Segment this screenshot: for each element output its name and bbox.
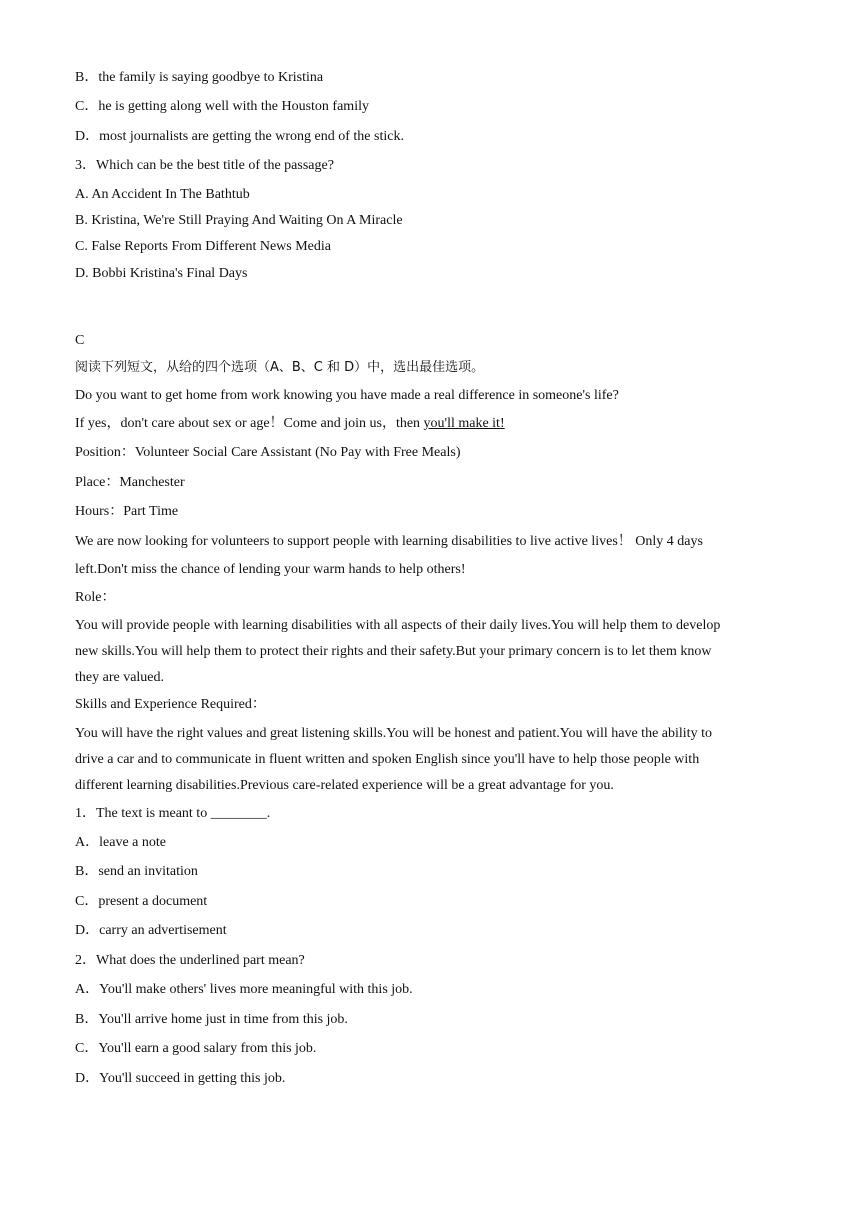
question-3-option-b: B. Kristina, We're Still Praying And Waiting On A Miracle [75,213,403,228]
skills-line-3: different learning disabilities.Previous care-related experience will be a great advantage for you. [75,778,614,793]
role-line-1: You will provide people with learning disabilities with all aspects of their daily lives.You will help them to develop [75,618,721,633]
question-1-option-c: C．present a document [75,894,208,909]
question-2-option-d: D．You'll succeed in getting this job. [75,1071,286,1086]
ad-intro-2: If yes，don't care about sex or age！Come and join us，then you'll make it! [75,416,505,431]
ad-place: Place：Manchester [75,475,185,490]
skills-heading: Skills and Experience Required： [75,697,266,712]
question-2-option-c: C．You'll earn a good salary from this job. [75,1041,317,1056]
question-2-stem: 2．What does the underlined part mean? [75,953,305,968]
prev-q2-option-d: D．most journalists are getting the wrong end of the stick. [75,129,404,144]
role-line-3: they are valued. [75,670,165,685]
ad-hours: Hours：Part Time [75,504,179,519]
role-heading: Role： [75,590,116,605]
question-2-option-a: A．You'll make others' lives more meaningful with this job. [75,982,413,997]
section-letter: C [75,333,85,348]
ad-position: Position：Volunteer Social Care Assistant (No Pay with Free Meals) [75,445,461,460]
question-3-option-a: A. An Accident In The Bathtub [75,187,250,202]
skills-line-1: You will have the right values and great listening skills.You will be honest and patient.You will have the ability to [75,726,712,741]
prev-q2-option-c: C．he is getting along well with the Houston family [75,99,369,114]
role-line-2: new skills.You will help them to protect their rights and their safety.But your primary concern is to let them know [75,644,712,659]
question-1-option-b: B．send an invitation [75,864,198,879]
question-1-stem: 1．The text is meant to ________. [75,806,271,821]
question-3-option-c: C. False Reports From Different News Media [75,239,331,254]
section-instruction: 阅读下列短文，从给的四个选项（A、B、C 和 D）中，选出最佳选项。 [75,360,485,375]
prev-q2-option-b: B．the family is saying goodbye to Kristina [75,70,324,85]
ad-looking-line-2: left.Don't miss the chance of lending your warm hands to help others! [75,562,466,577]
question-1-option-a: A．leave a note [75,835,166,850]
underlined-part: you'll make it! [423,416,505,431]
ad-looking-line-1: We are now looking for volunteers to support people with learning disabilities to live active lives！ Only 4 days [75,534,703,549]
skills-line-2: drive a car and to communicate in fluent written and spoken English since you'll have to help those people with [75,752,700,767]
question-1-option-d: D．carry an advertisement [75,923,227,938]
question-3-option-d: D. Bobbi Kristina's Final Days [75,266,248,281]
question-3-stem: 3．Which can be the best title of the passage? [75,158,334,173]
question-2-option-b: B．You'll arrive home just in time from this job. [75,1012,348,1027]
ad-intro: Do you want to get home from work knowing you have made a real difference in someone's life? [75,388,619,403]
